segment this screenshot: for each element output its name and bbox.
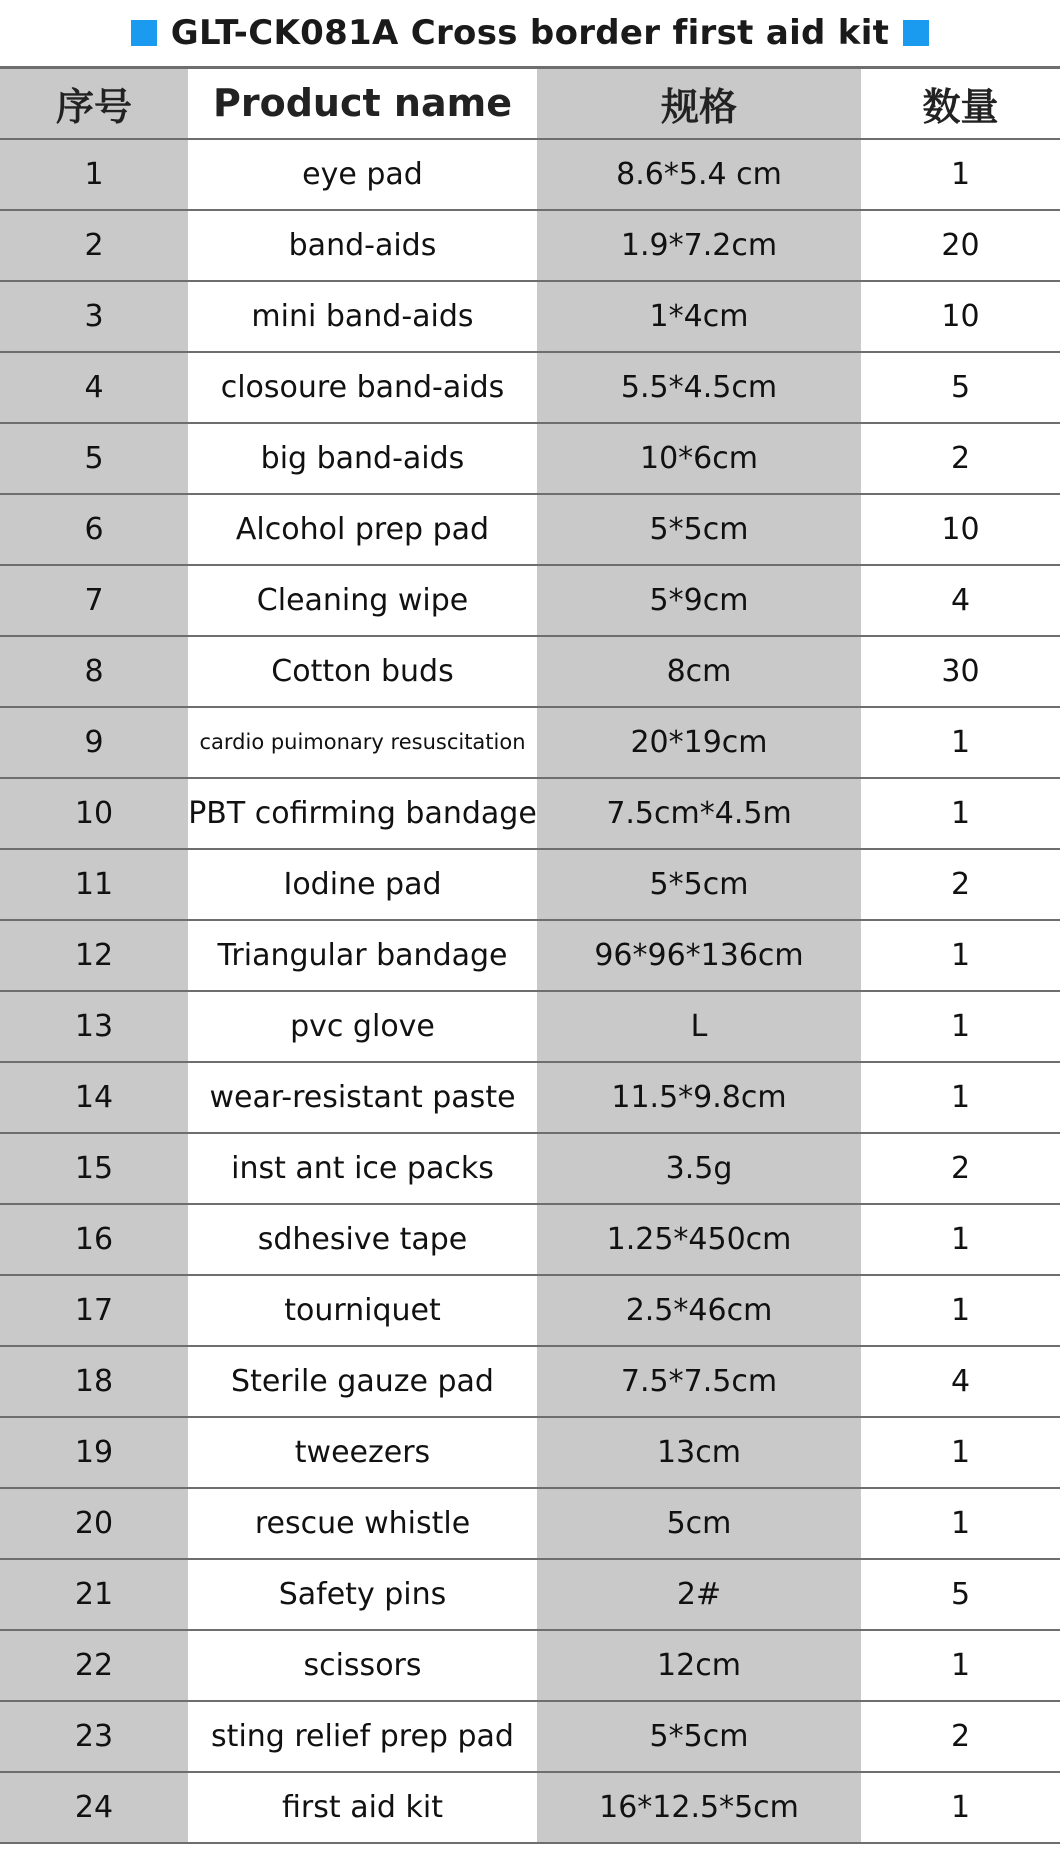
- table-row: [0, 423, 1060, 494]
- table-row: [0, 636, 1060, 707]
- cell-spec: 16*12.5*5cm: [537, 1772, 861, 1843]
- cell-product-name: scissors: [188, 1630, 537, 1701]
- cell-product-name: Iodine pad: [188, 849, 537, 920]
- cell-spec: 1.25*450cm: [537, 1204, 861, 1275]
- cell-product-name: Cleaning wipe: [188, 565, 537, 636]
- cell-number: 13: [0, 991, 188, 1062]
- table-row: [0, 707, 1060, 778]
- cell-number: 6: [0, 494, 188, 565]
- cell-quantity: 2: [861, 423, 1060, 494]
- cell-number: 20: [0, 1488, 188, 1559]
- cell-number: 16: [0, 1204, 188, 1275]
- cell-number: 15: [0, 1133, 188, 1204]
- cell-number: 7: [0, 565, 188, 636]
- cell-quantity: 1: [861, 1062, 1060, 1133]
- header-number: 序号: [0, 68, 188, 139]
- cell-spec: 5*5cm: [537, 849, 861, 920]
- table-row: [0, 1133, 1060, 1204]
- cell-number: 8: [0, 636, 188, 707]
- cell-number: 24: [0, 1772, 188, 1843]
- cell-spec: 8.6*5.4 cm: [537, 139, 861, 210]
- cell-product-name: band-aids: [188, 210, 537, 281]
- cell-quantity: 1: [861, 1772, 1060, 1843]
- cell-number: 1: [0, 139, 188, 210]
- cell-spec: 96*96*136cm: [537, 920, 861, 991]
- cell-number: 9: [0, 707, 188, 778]
- table-row: [0, 1417, 1060, 1488]
- table-row: [0, 991, 1060, 1062]
- cell-number: 10: [0, 778, 188, 849]
- cell-spec: 5*5cm: [537, 494, 861, 565]
- cell-product-name: Cotton buds: [188, 636, 537, 707]
- cell-number: 4: [0, 352, 188, 423]
- cell-product-name: sting relief prep pad: [188, 1701, 537, 1772]
- cell-quantity: 4: [861, 565, 1060, 636]
- table-row: [0, 1275, 1060, 1346]
- cell-quantity: 1: [861, 778, 1060, 849]
- cell-spec: 5.5*4.5cm: [537, 352, 861, 423]
- cell-number: 23: [0, 1701, 188, 1772]
- cell-quantity: 4: [861, 1346, 1060, 1417]
- cell-spec: 7.5cm*4.5m: [537, 778, 861, 849]
- cell-quantity: 5: [861, 1559, 1060, 1630]
- cell-quantity: 2: [861, 849, 1060, 920]
- header-quantity: 数量: [861, 68, 1060, 139]
- table-row: [0, 1204, 1060, 1275]
- cell-spec: 5cm: [537, 1488, 861, 1559]
- cell-spec: 1.9*7.2cm: [537, 210, 861, 281]
- table-body: [0, 139, 1060, 1843]
- cell-product-name: first aid kit: [188, 1772, 537, 1843]
- cell-quantity: 10: [861, 281, 1060, 352]
- cell-quantity: 2: [861, 1133, 1060, 1204]
- blue-square-icon: [903, 20, 929, 46]
- table-header-row: [0, 68, 1060, 139]
- cell-number: 22: [0, 1630, 188, 1701]
- table-row: [0, 565, 1060, 636]
- table-row: [0, 1559, 1060, 1630]
- cell-quantity: 1: [861, 1204, 1060, 1275]
- cell-number: 19: [0, 1417, 188, 1488]
- cell-quantity: 20: [861, 210, 1060, 281]
- header-spec: 规格: [537, 68, 861, 139]
- cell-number: 14: [0, 1062, 188, 1133]
- cell-quantity: 30: [861, 636, 1060, 707]
- cell-quantity: 1: [861, 707, 1060, 778]
- cell-spec: 5*9cm: [537, 565, 861, 636]
- cell-spec: 5*5cm: [537, 1701, 861, 1772]
- cell-product-name: inst ant ice packs: [188, 1133, 537, 1204]
- cell-spec: 20*19cm: [537, 707, 861, 778]
- table-row: [0, 1488, 1060, 1559]
- cell-number: 11: [0, 849, 188, 920]
- table-row: [0, 1062, 1060, 1133]
- cell-product-name: wear-resistant paste: [188, 1062, 537, 1133]
- table-row: [0, 139, 1060, 210]
- cell-spec: 10*6cm: [537, 423, 861, 494]
- cell-spec: 12cm: [537, 1630, 861, 1701]
- cell-product-name: tweezers: [188, 1417, 537, 1488]
- cell-product-name: PBT cofirming bandage: [188, 778, 537, 849]
- table-row: [0, 920, 1060, 991]
- cell-quantity: 1: [861, 139, 1060, 210]
- cell-number: 17: [0, 1275, 188, 1346]
- cell-product-name: rescue whistle: [188, 1488, 537, 1559]
- cell-number: 3: [0, 281, 188, 352]
- cell-spec: 2#: [537, 1559, 861, 1630]
- cell-spec: 1*4cm: [537, 281, 861, 352]
- cell-number: 21: [0, 1559, 188, 1630]
- product-table: [0, 66, 1060, 1844]
- cell-number: 12: [0, 920, 188, 991]
- cell-product-name: Sterile gauze pad: [188, 1346, 537, 1417]
- header-product-name: Product name: [188, 68, 537, 139]
- cell-number: 5: [0, 423, 188, 494]
- cell-product-name: Safety pins: [188, 1559, 537, 1630]
- cell-number: 18: [0, 1346, 188, 1417]
- table-row: [0, 494, 1060, 565]
- cell-quantity: 10: [861, 494, 1060, 565]
- cell-product-name: closoure band-aids: [188, 352, 537, 423]
- table-row: [0, 352, 1060, 423]
- cell-spec: 13cm: [537, 1417, 861, 1488]
- cell-quantity: 1: [861, 1275, 1060, 1346]
- cell-quantity: 1: [861, 1630, 1060, 1701]
- table-row: [0, 1630, 1060, 1701]
- table-row: [0, 281, 1060, 352]
- blue-square-icon: [131, 20, 157, 46]
- table-row: [0, 210, 1060, 281]
- cell-number: 2: [0, 210, 188, 281]
- cell-spec: 7.5*7.5cm: [537, 1346, 861, 1417]
- cell-product-name: pvc glove: [188, 991, 537, 1062]
- cell-quantity: 1: [861, 920, 1060, 991]
- table-row: [0, 1772, 1060, 1843]
- cell-quantity: 2: [861, 1701, 1060, 1772]
- title-bar: [0, 0, 1060, 66]
- cell-quantity: 1: [861, 1488, 1060, 1559]
- cell-product-name: Alcohol prep pad: [188, 494, 537, 565]
- cell-quantity: 1: [861, 991, 1060, 1062]
- cell-spec: 3.5g: [537, 1133, 861, 1204]
- cell-spec: 2.5*46cm: [537, 1275, 861, 1346]
- table-row: [0, 1346, 1060, 1417]
- cell-spec: 8cm: [537, 636, 861, 707]
- cell-product-name: eye pad: [188, 139, 537, 210]
- cell-product-name: tourniquet: [188, 1275, 537, 1346]
- cell-product-name: Triangular bandage: [188, 920, 537, 991]
- cell-product-name: cardio puimonary resuscitation: [188, 707, 537, 778]
- cell-product-name: mini band-aids: [188, 281, 537, 352]
- cell-spec: 11.5*9.8cm: [537, 1062, 861, 1133]
- cell-quantity: 5: [861, 352, 1060, 423]
- cell-product-name: sdhesive tape: [188, 1204, 537, 1275]
- cell-spec: L: [537, 991, 861, 1062]
- cell-quantity: 1: [861, 1417, 1060, 1488]
- page-title: GLT-CK081A Cross border first aid kit: [170, 13, 890, 53]
- table-row: [0, 1701, 1060, 1772]
- cell-product-name: big band-aids: [188, 423, 537, 494]
- table-row: [0, 778, 1060, 849]
- table-row: [0, 849, 1060, 920]
